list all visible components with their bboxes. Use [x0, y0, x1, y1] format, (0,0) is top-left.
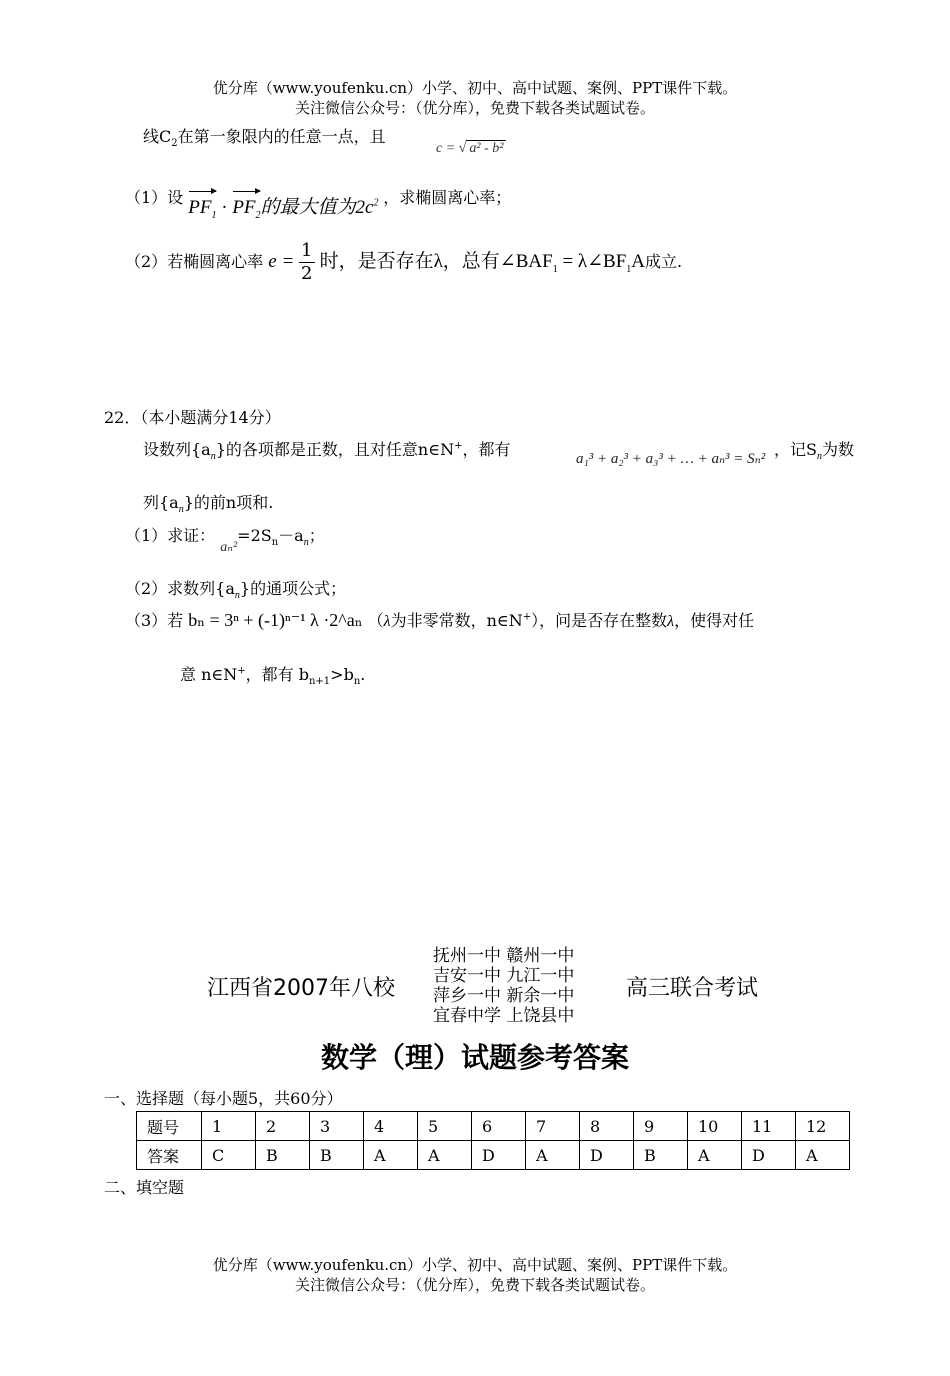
- answer-table: [136, 1111, 850, 1170]
- q21-continuation: 线$C_2$在第一象限内的任意一点，且: [143, 127, 386, 150]
- vector-pf1: $PF_1$: [188, 197, 217, 221]
- school-row: 吉安一中 九江一中: [433, 966, 575, 986]
- q22-heading: 22．（本小题满分14分）: [104, 408, 281, 427]
- q21-formula-c: c = √ a² - b²: [436, 140, 506, 157]
- table-cell: B: [256, 1141, 310, 1170]
- footer-line-2: 关注微信公众号：（优分库），免费下载各类试题试卷。: [294, 1276, 655, 1294]
- table-row: [137, 1141, 850, 1170]
- table-cell: 4: [364, 1112, 418, 1141]
- table-cell: 5: [418, 1112, 472, 1141]
- table-cell: D: [472, 1141, 526, 1170]
- answer-title-left: 江西省2007年八校: [207, 976, 395, 1001]
- header-line-1: 优分库（www.youfenku.cn）小学、初中、高中试题、案例、PPT课件下载。: [212, 79, 738, 97]
- q22-stem-line2: 列$\{a_n\}$的前n项和.: [143, 493, 274, 516]
- table-cell: 9: [634, 1112, 688, 1141]
- table-cell: 10: [688, 1112, 742, 1141]
- table-cell: A: [364, 1141, 418, 1170]
- q22-stem-tail: ，记$S_n$为数: [774, 440, 854, 463]
- table-cell: C: [202, 1141, 256, 1170]
- table-cell: D: [742, 1141, 796, 1170]
- header-line-2: 关注微信公众号：（优分库），免费下载各类试题试卷。: [294, 99, 655, 117]
- answer-title-right: 高三联合考试: [626, 976, 759, 1001]
- q21-part1: （1）设 $PF_1 \cdot PF_2$的最大值为$2c^2$ ，求椭圆离心率；: [125, 188, 512, 221]
- school-row: 抚州一中 赣州一中: [433, 946, 575, 966]
- fraction-one-half: $\frac{1}{2}$: [301, 240, 313, 284]
- q22-part3: （3）若 bₙ = 3ⁿ + (-1)ⁿ⁻¹ λ ·2^aₙ （λ为非零常数，n∈N+），问是否存在整数λ，使得对任: [125, 610, 755, 630]
- school-row: 宜春中学 上饶县中: [433, 1006, 575, 1026]
- school-list: [433, 946, 574, 1026]
- q22-part1: （1）求证： $a_n^2=2S_n-a_n$；: [125, 526, 325, 555]
- q22-stem: 设数列$\{a_n\}$的各项都是正数，且对任意n∈N+，都有: [143, 440, 511, 463]
- section-fill-in: 二、填空题: [104, 1178, 185, 1197]
- table-cell: A: [526, 1141, 580, 1170]
- table-cell: 12: [796, 1112, 850, 1141]
- table-cell: D: [580, 1141, 634, 1170]
- table-cell: 2: [256, 1112, 310, 1141]
- table-cell: 6: [472, 1112, 526, 1141]
- table-cell: A: [796, 1141, 850, 1170]
- table-cell: 8: [580, 1112, 634, 1141]
- table-cell: 1: [202, 1112, 256, 1141]
- table-cell: A: [688, 1141, 742, 1170]
- table-cell: 11: [742, 1112, 796, 1141]
- vector-pf2: $PF_2$: [232, 197, 261, 221]
- school-row: 萍乡一中 新余一中: [433, 986, 575, 1006]
- q22-bn-formula: bₙ = 3ⁿ + (-1)ⁿ⁻¹ λ ·2^aₙ: [188, 610, 363, 630]
- q22-part2: （2）求数列$\{a_n\}$的通项公式；: [125, 579, 347, 602]
- section-multiple-choice: 一、选择题（每小题5，共60分）: [104, 1089, 343, 1108]
- table-cell: 7: [526, 1112, 580, 1141]
- table-cell: B: [634, 1141, 688, 1170]
- table-cell: 3: [310, 1112, 364, 1141]
- table-row: [137, 1112, 850, 1141]
- table-cell: 题号: [137, 1112, 202, 1141]
- q21-part2: （2）若椭圆离心率 e = $\frac{1}{2}$ 时，是否存在λ，总有$\angle BAF_1$ = $\lambda\angle BF_1A$成立.: [125, 240, 683, 284]
- q22-cube-sum-formula: a₁³ + a₂³ + a₃³ + … + aₙ³ = Sₙ²: [576, 451, 766, 467]
- table-cell: B: [310, 1141, 364, 1170]
- answer-main-title: 数学（理）试题参考答案: [320, 1041, 629, 1074]
- table-cell: 答案: [137, 1141, 202, 1170]
- footer-line-1: 优分库（www.youfenku.cn）小学、初中、高中试题、案例、PPT课件下载。: [212, 1256, 738, 1274]
- q22-part3-line2: 意 n∈N+，都有 $b_{n+1}>b_n$.: [180, 665, 366, 688]
- table-cell: A: [418, 1141, 472, 1170]
